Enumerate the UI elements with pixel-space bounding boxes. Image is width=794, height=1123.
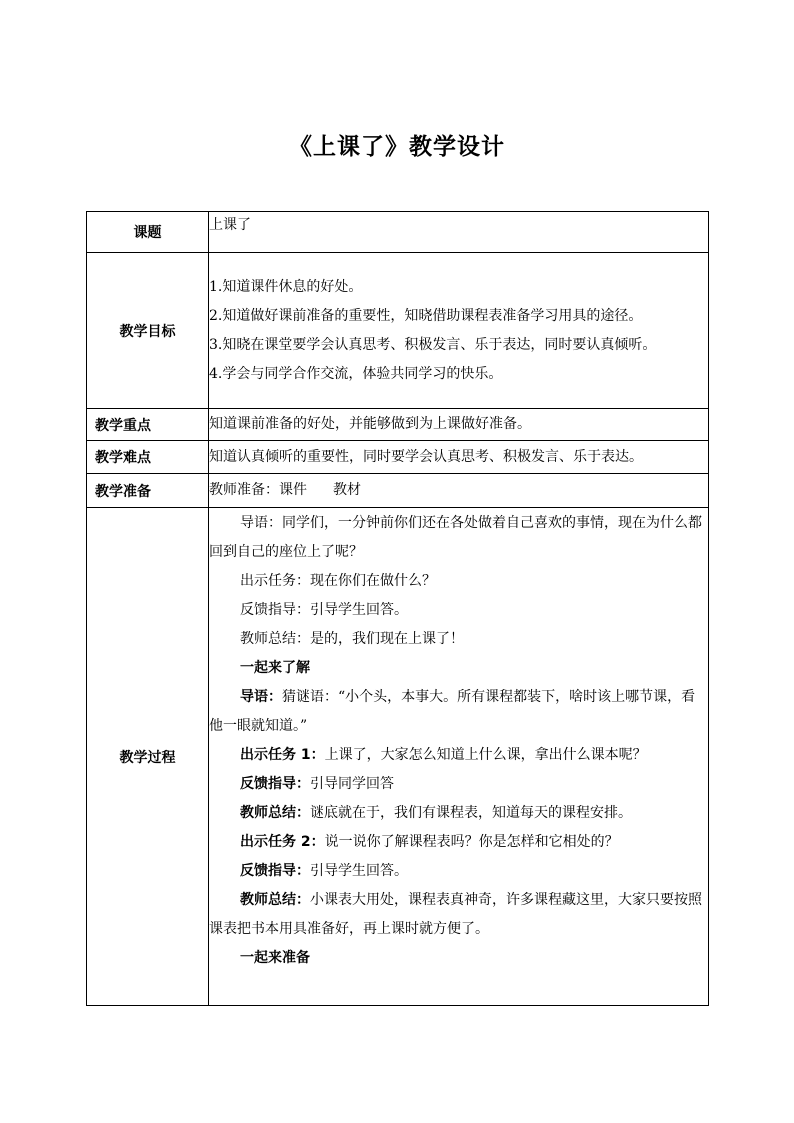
topic-row bbox=[87, 212, 709, 253]
objective-item-2: 2.知道做好课前准备的重要性，知晓借助课程表准备学习用具的途径。 bbox=[209, 307, 643, 324]
topic-value bbox=[209, 212, 709, 253]
difficulties-label: 教学难点 bbox=[87, 441, 209, 474]
preparation-value bbox=[209, 474, 709, 508]
feedback-1-label: 反馈指导： bbox=[240, 776, 310, 792]
task-2-label: 出示任务 2： bbox=[240, 834, 325, 850]
key-points-value: 知道课前准备的好处，并能够做到为上课做好准备。 bbox=[209, 409, 709, 441]
section-heading-understand: 一起来了解 bbox=[240, 660, 310, 676]
objective-item-3: 3.知晓在课堂要学会认真思考、积极发言、乐于表达，同时要认真倾听。 bbox=[209, 336, 657, 353]
task-1-paragraph bbox=[209, 741, 708, 770]
process-value bbox=[209, 508, 709, 1006]
summary-2-label: 教师总结： bbox=[240, 892, 310, 908]
topic-text: 上课了 bbox=[209, 217, 251, 233]
key-points-row bbox=[87, 409, 709, 441]
difficulties-row bbox=[87, 441, 709, 474]
task-2-text: 说一说你了解课程表吗？你是怎样和它相处的？ bbox=[324, 834, 619, 850]
summary-2-paragraph bbox=[209, 886, 708, 944]
preparation-row bbox=[87, 474, 709, 508]
document-title: 《上课了》教学设计 bbox=[289, 134, 505, 160]
process-intro: 导语：同学们，一分钟前你们还在各处做着自己喜欢的事情，现在为什么都回到自己的座位上了呢？ bbox=[209, 515, 702, 560]
task-1-label: 出示任务 1： bbox=[240, 747, 325, 763]
topic-label: 课题 bbox=[87, 212, 209, 253]
preparation-textbook: 教材 bbox=[333, 482, 361, 498]
section-heading-prepare: 一起来准备 bbox=[240, 950, 310, 966]
summary-2-text: 小课表大用处，课程表真神奇，许多课程藏这里，大家只要按照课表把书本用具准备好，再上课时就方便了。 bbox=[209, 892, 702, 937]
objectives-label: 教学目标 bbox=[87, 253, 209, 409]
objectives-row bbox=[87, 253, 709, 409]
summary-1-label: 教师总结： bbox=[240, 805, 310, 821]
objectives-value bbox=[209, 253, 709, 409]
summary-1-text: 谜底就在于，我们有课程表，知道每天的课程安排。 bbox=[310, 805, 632, 821]
process-label: 教学过程 bbox=[87, 508, 209, 1006]
feedback-1-paragraph bbox=[209, 770, 708, 799]
task-1-text: 上课了，大家怎么知道上什么课，拿出什么课本呢？ bbox=[324, 747, 647, 763]
feedback-1-text: 引导同学回答 bbox=[310, 776, 394, 792]
riddle-paragraph bbox=[209, 683, 708, 741]
feedback-2-label: 反馈指导： bbox=[240, 863, 310, 879]
process-summary: 教师总结：是的，我们现在上课了！ bbox=[240, 631, 464, 647]
preparation-teacher: 教师准备：课件 bbox=[209, 482, 307, 498]
process-row bbox=[87, 508, 709, 1006]
objective-item-4: 4.学会与同学合作交流，体验共同学习的快乐。 bbox=[209, 365, 503, 382]
lesson-plan-table bbox=[86, 211, 709, 1006]
riddle-text: 猜谜语：“小个头，本事大。所有课程都装下，啥时该上哪节课，看他一眼就知道。” bbox=[209, 689, 696, 734]
feedback-2-text: 引导学生回答。 bbox=[310, 863, 408, 879]
objective-item-1: 1.知道课件休息的好处。 bbox=[209, 278, 363, 295]
key-points-label: 教学重点 bbox=[87, 409, 209, 441]
difficulties-value: 知道认真倾听的重要性，同时要学会认真思考、积极发言、乐于表达。 bbox=[209, 441, 709, 474]
process-feedback: 反馈指导：引导学生回答。 bbox=[240, 602, 408, 618]
riddle-label: 导语： bbox=[240, 689, 282, 705]
process-task: 出示任务：现在你们在做什么？ bbox=[240, 573, 436, 589]
summary-1-paragraph bbox=[209, 799, 708, 828]
preparation-label: 教学准备 bbox=[87, 474, 209, 508]
feedback-2-paragraph bbox=[209, 857, 708, 886]
task-2-paragraph bbox=[209, 828, 708, 857]
